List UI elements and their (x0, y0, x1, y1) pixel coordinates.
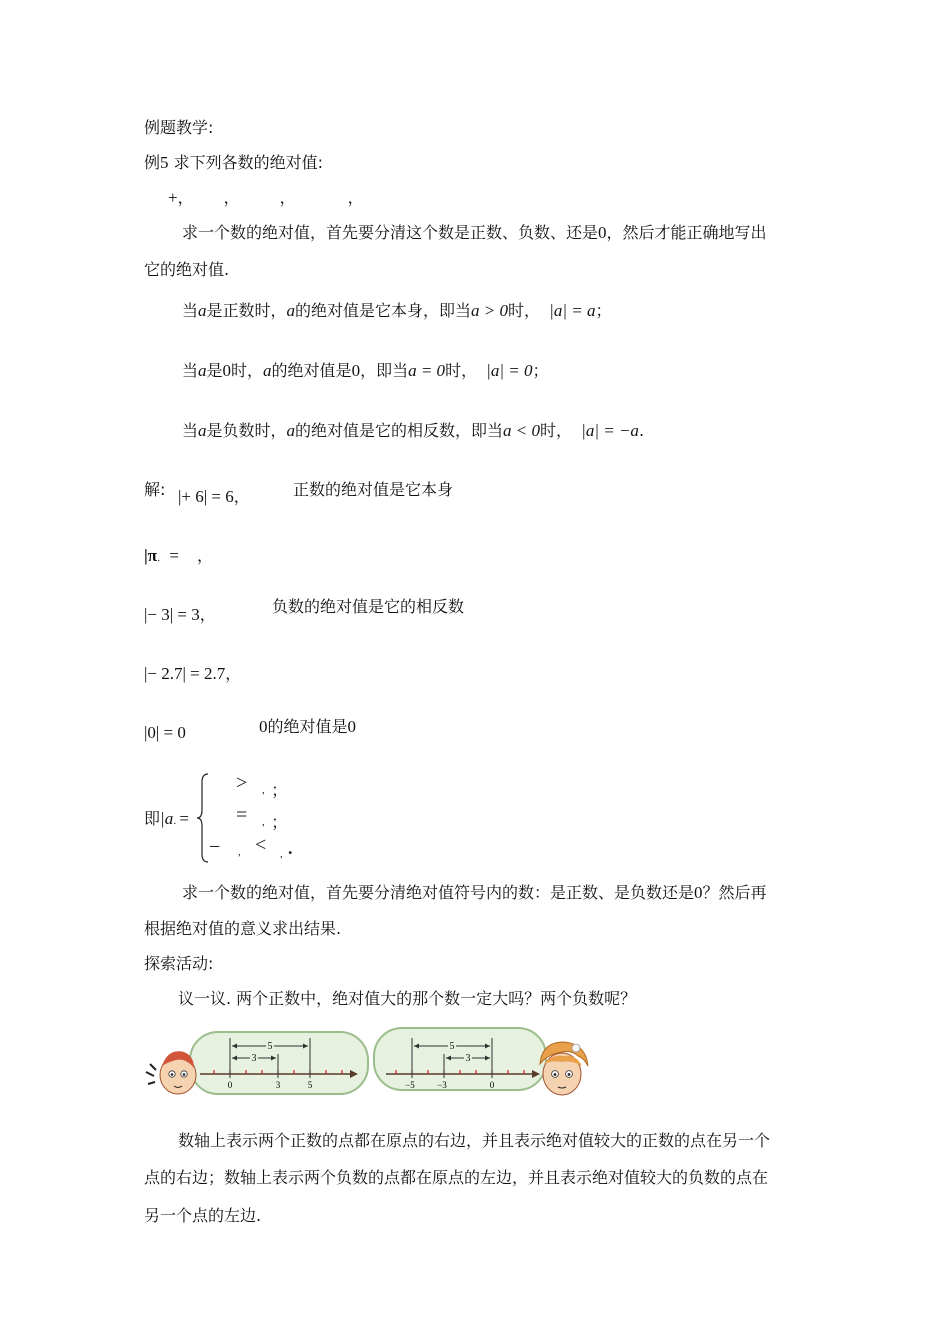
solution-3-note: 负数的绝对值是它的相反数 (272, 597, 465, 616)
piecewise-prefix (144, 808, 189, 833)
condition: a = 0 (408, 361, 446, 380)
pill-background (374, 1028, 546, 1090)
comma: ， (279, 188, 296, 207)
example-text: 求下列各数的绝对值: (173, 153, 324, 172)
plus-sign: + (168, 188, 178, 207)
cartoon-boy-icon (146, 1051, 196, 1094)
tick-label: 0 (489, 1080, 495, 1090)
case-text: 时， (540, 421, 573, 440)
row2-op: = (236, 804, 248, 826)
numberline-positive (140, 1028, 372, 1102)
equals: = (169, 546, 179, 565)
summary-line-2: 根据绝对值的意义求出结果. (144, 919, 342, 938)
solution-expr: |− 2.7| = 2.7 (144, 664, 226, 683)
sub-mark: , (262, 816, 265, 828)
intro-text: 求一个数的绝对值，首先要分清这个数是正数、负数、还是 (182, 223, 599, 242)
zero-value: 0 (259, 717, 268, 736)
zero-value: 0 (351, 361, 361, 380)
punct: ， (225, 664, 242, 683)
case-positive (182, 300, 611, 322)
length-label: 5 (449, 1041, 455, 1052)
lhs: |a (160, 809, 174, 828)
row3-neg: − (209, 836, 221, 858)
formula: |a| = −a (581, 421, 639, 440)
example-line (144, 152, 323, 174)
solution-5-note (259, 716, 356, 738)
case-text: 时， (445, 361, 478, 380)
zero-value: 0 (598, 223, 607, 242)
row1-op: > (236, 772, 248, 794)
var-a: a (286, 301, 296, 320)
intro-line-1 (182, 222, 767, 244)
note-text: 的绝对值是 (267, 717, 348, 736)
case-text: 当 (182, 361, 199, 380)
solution-1-note: 正数的绝对值是它本身 (293, 480, 454, 499)
var-a: a (198, 421, 207, 440)
zero-value: 0 (222, 361, 232, 380)
case-text: ，即当 (360, 361, 409, 380)
example-number: 5 (160, 153, 169, 172)
sub-mark: . (157, 553, 161, 564)
explore-question: 议一议. 两个正数中，绝对值大的那个数一定大吗？两个负数呢？ (178, 989, 637, 1008)
case-text: 是 (206, 361, 223, 380)
numberline-negative (372, 1024, 596, 1106)
row2-semi: ； (271, 813, 288, 832)
tick-label: 0 (227, 1080, 233, 1090)
solution-expr: |− 3| = 3 (144, 605, 200, 624)
case-text: 当 (182, 301, 199, 320)
conclusion-line-2: 点的右边；数轴上表示两个负数的点都在原点的左边，并且表示绝对值较大的负数的点在 (144, 1168, 769, 1187)
sub-mark: . (173, 816, 177, 827)
punct: ， (199, 605, 216, 624)
case-text: 是正数时， (206, 301, 287, 320)
summary-text-end: ？然后再 (702, 883, 767, 902)
zero-value: 0 (347, 717, 357, 736)
sub-mark: , (280, 848, 283, 860)
summary-text: 求一个数的绝对值，首先要分清绝对值符号内的数：是正数、是负数还是 (182, 883, 695, 902)
intro-text-end: ，然后才能正确地写出 (606, 223, 767, 242)
length-label: 5 (267, 1041, 273, 1052)
conclusion-line-1: 数轴上表示两个正数的点都在原点的右边，并且表示绝对值较大的正数的点在另一个 (178, 1131, 771, 1150)
prefix-text: 即 (144, 809, 161, 828)
case-text: 时， (231, 361, 264, 380)
condition: a > 0 (471, 301, 509, 320)
tick-label: 5 (307, 1080, 313, 1090)
var-a: a (286, 421, 296, 440)
case-text: 当 (182, 421, 199, 440)
summary-line-1 (182, 882, 767, 904)
var-a: a (263, 361, 272, 380)
case-text: 的绝对值是 (271, 361, 352, 380)
solution-3 (144, 604, 216, 626)
section-heading: 例题教学: (144, 118, 214, 137)
case-negative (182, 420, 644, 442)
zero-value: 0 (694, 883, 703, 902)
intro-line-2: 它的绝对值. (144, 260, 230, 279)
tick-label: 3 (275, 1080, 281, 1090)
solution-4 (144, 663, 241, 685)
solution-2 (144, 545, 213, 570)
solution-5 (144, 722, 186, 744)
length-label: 3 (251, 1053, 257, 1064)
solution-expr: |+ 6| = 6 (178, 487, 234, 506)
punct: ； (595, 301, 612, 320)
solution-expr: |0| = 0 (144, 723, 186, 742)
row1-semi: ； (271, 781, 288, 800)
punct: ； (532, 361, 549, 380)
case-text: 的绝对值是它本身，即当 (295, 301, 472, 320)
tick-label: −3 (437, 1080, 447, 1090)
sub-mark: , (238, 846, 241, 858)
case-text: 的绝对值是它的相反数，即当 (295, 421, 504, 440)
comma: ， (223, 188, 240, 207)
condition: a < 0 (503, 421, 541, 440)
numbers-row (168, 187, 364, 209)
comma: ， (347, 188, 364, 207)
solution-1 (178, 486, 250, 508)
formula: |a| = 0 (486, 361, 533, 380)
comma: ， (177, 188, 194, 207)
punct: . (638, 421, 645, 440)
solution-label: 解: (144, 480, 166, 499)
formula: |a| = a (549, 301, 596, 320)
var-a: a (198, 361, 207, 380)
sub-mark: , (262, 784, 265, 796)
equals: = (179, 809, 189, 828)
case-text: 时， (508, 301, 541, 320)
length-label: 3 (465, 1053, 471, 1064)
explore-heading: 探索活动: (144, 954, 214, 973)
solution-expr: |π (144, 546, 158, 565)
example-label: 例 (144, 153, 161, 172)
tick-label: −5 (405, 1080, 415, 1090)
case-zero (182, 360, 549, 382)
punct: ， (196, 546, 213, 565)
punct: ， (233, 487, 250, 506)
row3-op: < (255, 834, 267, 856)
conclusion-line-3: 另一个点的左边. (144, 1206, 262, 1225)
left-brace (196, 772, 210, 864)
row3-period: . (288, 838, 293, 858)
case-text: 是负数时， (206, 421, 287, 440)
cartoon-girl-icon (540, 1042, 588, 1095)
var-a: a (198, 301, 207, 320)
